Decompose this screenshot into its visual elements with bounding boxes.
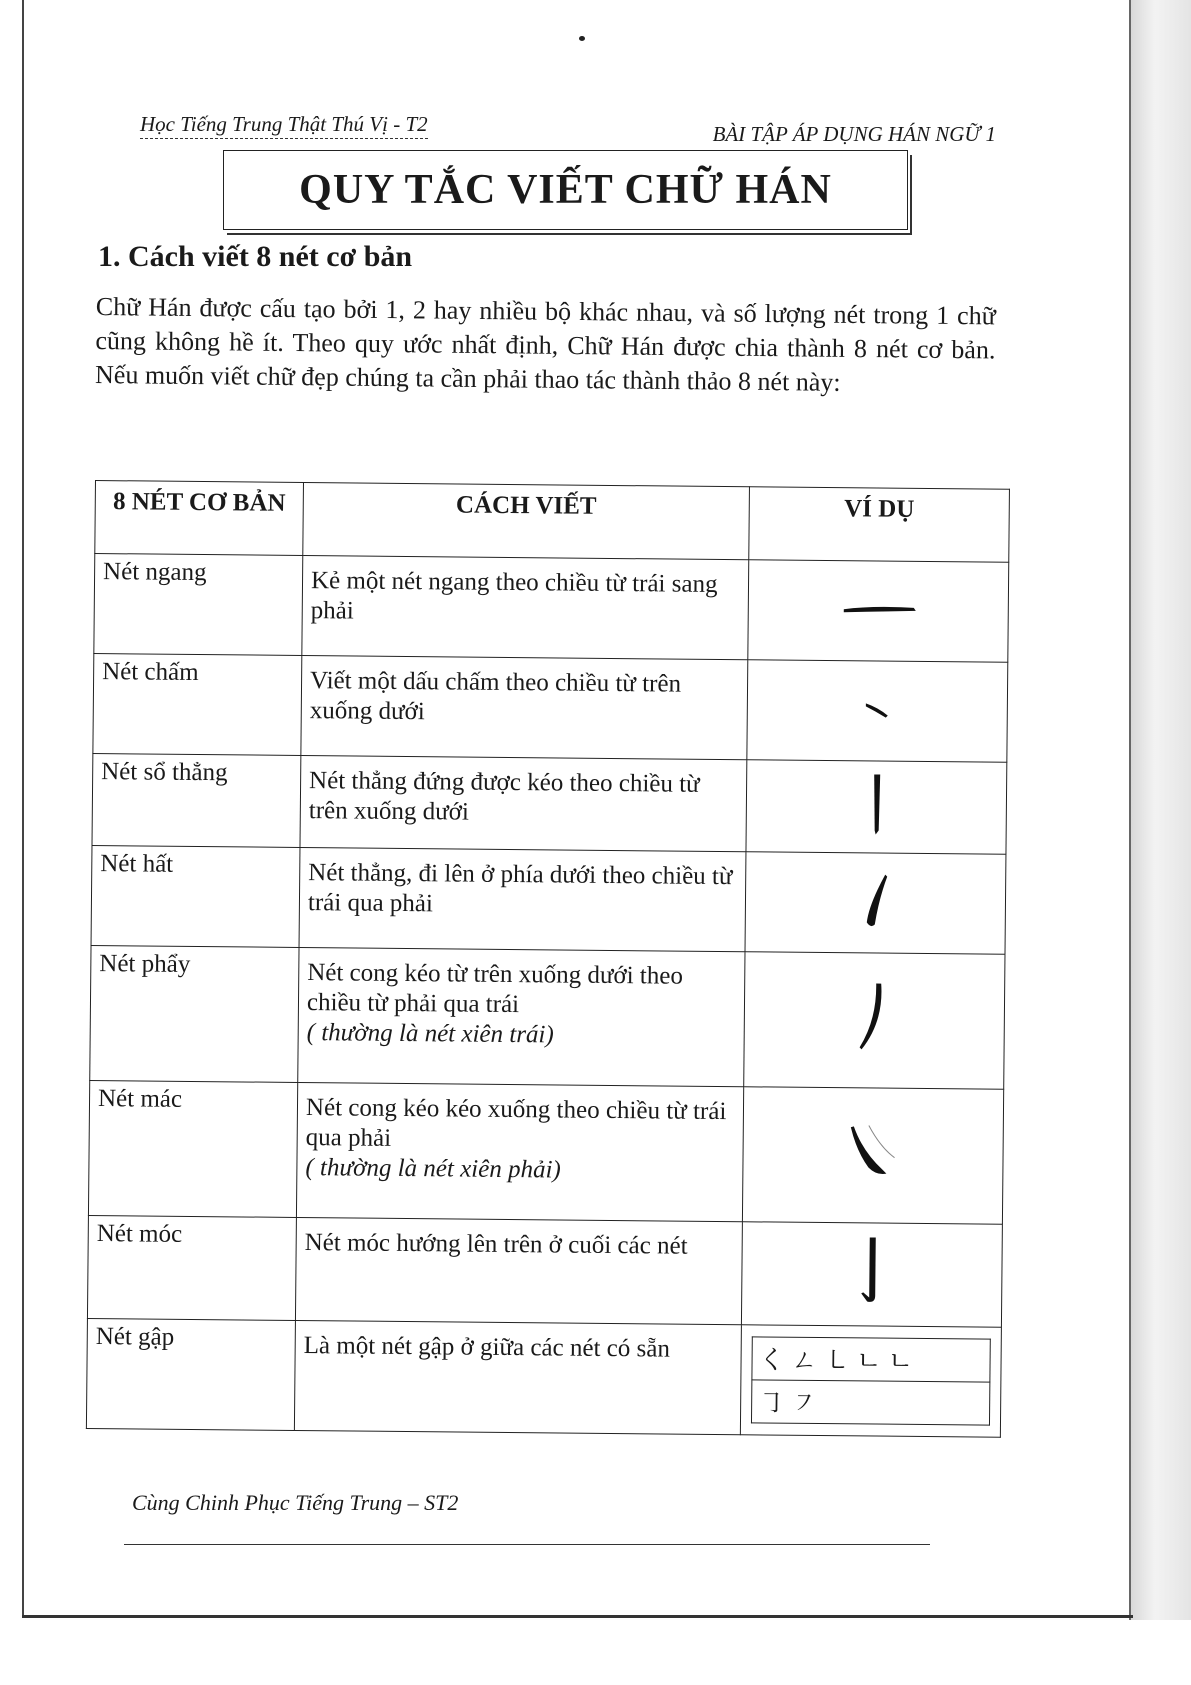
stroke-method-text: Nét thẳng, đi lên ở phía dưới theo chiều từ trái qua phải <box>307 859 733 918</box>
stroke-name: Nét mác <box>88 1080 297 1217</box>
stroke-method <box>301 655 748 759</box>
table-row <box>91 845 1006 954</box>
section-heading: 1. Cách viết 8 nét cơ bản <box>98 240 413 273</box>
stroke-example <box>748 560 1009 662</box>
table-row <box>87 1215 1002 1327</box>
right-falling-stroke-icon <box>838 1117 909 1188</box>
stroke-name: Nét hất <box>91 845 300 947</box>
header-example: VÍ DỤ <box>749 487 1010 562</box>
stroke-method-text: Nét cong kéo kéo xuống theo chiều từ trái qua phải <box>305 1094 727 1152</box>
footer-text: Cùng Chinh Phục Tiếng Trung – ST2 <box>132 1490 459 1515</box>
table-row <box>88 1080 1003 1224</box>
stroke-method-text: Nét thẳng đứng được kéo theo chiều từ trên xuống dưới <box>308 767 700 826</box>
running-head-right: BÀI TẬP ÁP DỤNG HÁN NGỮ 1 <box>712 122 996 146</box>
strokes-table <box>86 480 1010 1438</box>
stroke-note: ( thường là nét xiên trái) <box>306 1019 554 1049</box>
stroke-method-text: Là một nét gập ở giữa các nét có sẵn <box>303 1332 671 1363</box>
page-binding-shadow <box>1131 0 1191 1620</box>
table-row <box>92 753 1007 854</box>
table-row <box>94 554 1009 663</box>
hook-stroke-icon <box>847 1231 898 1311</box>
page-left-edge <box>22 0 24 1615</box>
rising-stroke-icon <box>850 864 901 934</box>
stroke-name: Nét ngang <box>94 554 303 656</box>
turning-strokes-grid <box>751 1336 990 1425</box>
scan-speck <box>579 36 585 41</box>
stroke-method-text: Kẻ một nét ngang theo chiều từ trái sang phải <box>310 567 718 625</box>
stroke-method <box>298 947 745 1086</box>
stroke-note: ( thường là nét xiên phải) <box>305 1154 561 1184</box>
intro-paragraph: Chữ Hán được cấu tạo bởi 1, 2 hay nhiều bộ khác nhau, và số lượng nét trong 1 chữ cũng không hề ít. Theo quy ước nhất định, Chữ Hán được chia thành 8 nét cơ bản. Nếu muốn viết chữ đẹp chúng ta cần phải thao tác thành thảo 8 nét này: <box>94 291 996 397</box>
stroke-method <box>299 847 746 951</box>
page-bottom-edge <box>22 1615 1133 1618</box>
stroke-method <box>296 1082 743 1221</box>
stroke-example <box>744 952 1005 1089</box>
dot-stroke-icon <box>847 687 907 728</box>
turning-strokes-row-2: ㇆ ㇇ <box>752 1380 990 1425</box>
header-method: CÁCH VIẾT <box>303 483 750 560</box>
stroke-name: Nét sổ thẳng <box>92 753 301 847</box>
running-head-left: Học Tiếng Trung Thật Thú Vị - T2 <box>140 112 428 139</box>
stroke-method-text: Nét cong kéo từ trên xuống dưới theo chiều từ phải qua trái <box>306 959 684 1019</box>
stroke-method <box>302 555 749 659</box>
stroke-example <box>741 1222 1002 1327</box>
title-box <box>223 150 908 230</box>
stroke-example <box>745 852 1006 954</box>
page-right-edge <box>1129 0 1131 1620</box>
table-row <box>90 945 1005 1089</box>
stroke-name: Nét chấm <box>93 653 302 755</box>
stroke-example <box>740 1325 1001 1437</box>
stroke-method <box>300 755 747 851</box>
stroke-name: Nét gập <box>86 1318 295 1430</box>
horizontal-stroke-icon <box>833 592 923 623</box>
stroke-example <box>742 1087 1003 1224</box>
page-title: QUY TẮC VIẾT CHỮ HÁN <box>299 167 832 213</box>
table-header-row <box>95 481 1010 563</box>
table-row <box>93 653 1008 762</box>
footer-rule <box>124 1544 930 1545</box>
stroke-method-text: Viết một dấu chấm theo chiều từ trên xuống dưới <box>309 667 682 726</box>
stroke-example <box>747 660 1008 762</box>
left-falling-stroke-icon <box>849 977 900 1057</box>
stroke-example <box>746 760 1007 854</box>
stroke-name: Nét móc <box>87 1215 296 1320</box>
stroke-method <box>295 1217 742 1324</box>
vertical-stroke-icon <box>856 768 897 838</box>
turning-strokes-row-1: く ㄥ ㇄ ㄴ ㄴ <box>752 1337 990 1382</box>
stroke-method-text: Nét móc hướng lên trên ở cuối các nét <box>304 1229 688 1260</box>
header-stroke-name: 8 NÉT CƠ BẢN <box>95 481 304 556</box>
stroke-method <box>294 1320 741 1434</box>
table-row <box>86 1318 1001 1437</box>
stroke-name: Nét phẩy <box>90 945 299 1082</box>
